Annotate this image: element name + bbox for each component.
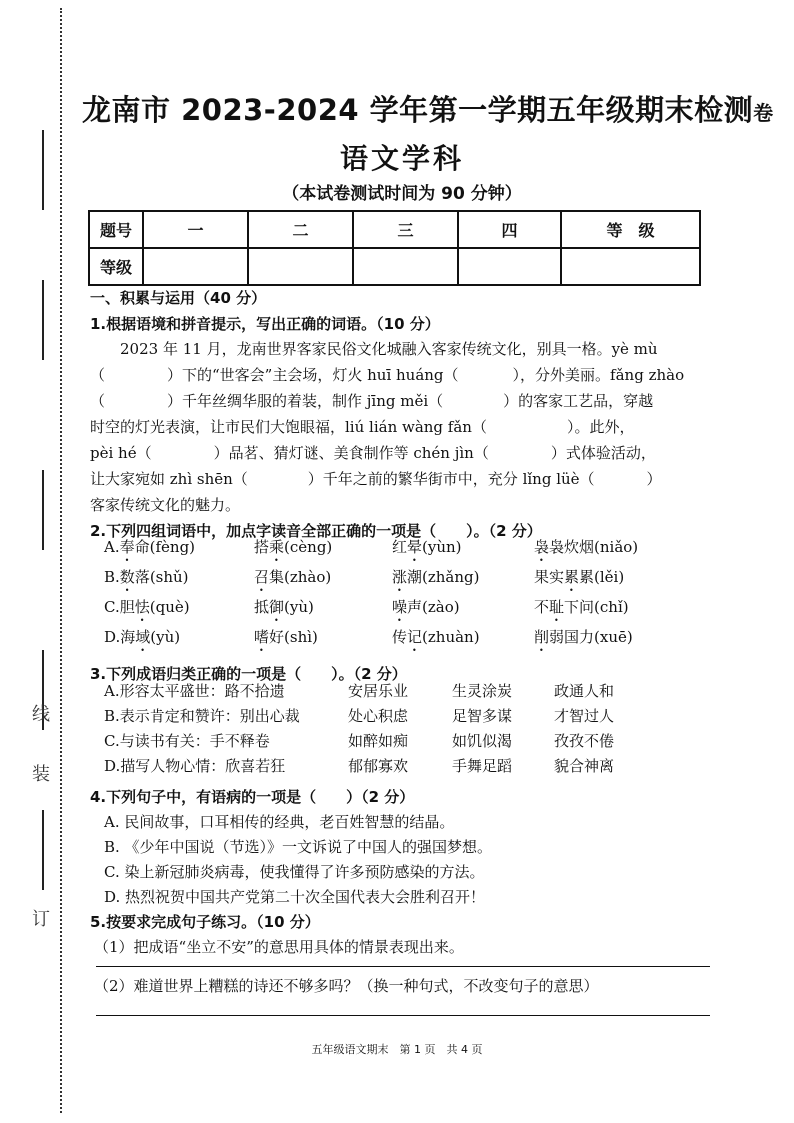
exam-subtitle: 语文学科	[339, 142, 464, 175]
idiom-item: 政通人和	[554, 682, 615, 700]
grade-input-cell[interactable]	[561, 248, 700, 285]
dotted-character: 数	[119, 568, 135, 586]
grade-input-cell[interactable]	[143, 248, 248, 285]
table-cell: 题号	[89, 211, 143, 248]
question-5-part-2: （2）难道世界上糟糕的诗还不够多吗？（换一种句式，不改变句子的意思）	[94, 977, 599, 995]
table-cell: 二	[248, 211, 353, 248]
binding-margin-dotted-line	[60, 8, 62, 1113]
score-table	[88, 210, 701, 286]
idiom-item: 足智多谋	[452, 707, 513, 725]
dotted-character: 削	[534, 628, 550, 646]
idiom-item: 貌合神离	[554, 757, 615, 775]
binding-rule	[42, 280, 44, 360]
word-item: 嗜好(shì)	[254, 628, 318, 646]
word-item: 袅袅炊烟(niǎo)	[534, 538, 639, 556]
idiom-item: 生灵涂炭	[452, 682, 513, 700]
question-4-option: D. 热烈祝贺中国共产党第二十次全国代表大会胜利召开！	[104, 888, 486, 906]
section-heading: 一、积累与运用（40 分）	[90, 289, 267, 307]
idiom-item: 如醉如痴	[348, 732, 409, 750]
word-item: A.奉命(fèng)	[104, 538, 196, 556]
question-2-option-row	[104, 626, 664, 648]
question-3-option-row	[104, 705, 664, 727]
question-1-title: 1.根据语境和拼音提示，写出正确的词语。（10 分）	[90, 315, 440, 333]
idiom-item: 如饥似渴	[452, 732, 513, 750]
grade-input-cell[interactable]	[458, 248, 561, 285]
question-1-line: 2023 年 11 月，龙南世界客家民俗文化城融入客家传统文化，别具一格。yè mù	[120, 340, 658, 358]
idiom-item: B.表示肯定和赞许：别出心裁	[104, 707, 300, 725]
binding-rule	[42, 470, 44, 550]
word-item: 不耻下问(chǐ)	[534, 598, 629, 616]
table-cell: 等级	[89, 248, 143, 285]
table-cell: 三	[353, 211, 458, 248]
answer-line[interactable]	[96, 1015, 710, 1016]
dotted-character: 召	[254, 568, 270, 586]
dotted-character: 乘	[269, 538, 285, 556]
idiom-item: 孜孜不倦	[554, 732, 615, 750]
dotted-character: 噪	[392, 598, 408, 616]
question-1-line: （ ）千年丝绸华服的着装，制作 jīng měi（ ）的客家工艺品，穿越	[90, 392, 654, 410]
question-5-title: 5.按要求完成句子练习。（10 分）	[90, 913, 320, 931]
idiom-item: 才智过人	[554, 707, 615, 725]
question-4-option: C. 染上新冠肺炎病毒，使我懂得了许多预防感染的方法。	[104, 863, 485, 881]
question-3-option-row	[104, 755, 664, 777]
dotted-character: 记	[407, 628, 423, 646]
binding-mark: 线	[32, 704, 50, 725]
word-item: 削弱国力(xuē)	[534, 628, 633, 646]
question-1-line: 让大家宛如 zhì shēn（ ）千年之前的繁华街市中，充分 lǐng lüè（ ）	[90, 470, 662, 488]
idiom-item: A.形容太平盛世：路不拾遗	[104, 682, 285, 700]
question-3-option-row	[104, 730, 664, 752]
dotted-character: 耻	[549, 598, 565, 616]
dotted-character: 涨	[392, 568, 408, 586]
word-item: 抵御(yù)	[254, 598, 314, 616]
question-1-line: 客家传统文化的魅力。	[90, 496, 241, 514]
question-5-part-1: （1）把成语“坐立不安”的意思用具体的情景表现出来。	[94, 938, 464, 956]
word-item: C.胆怯(què)	[104, 598, 190, 616]
binding-rule	[42, 810, 44, 890]
answer-line[interactable]	[96, 966, 710, 967]
dotted-character: 袅	[534, 538, 550, 556]
idiom-item: C.与读书有关：手不释卷	[104, 732, 270, 750]
dotted-character: 晕	[407, 538, 423, 556]
dotted-character: 御	[269, 598, 285, 616]
idiom-item: D.描写人物心情：欣喜若狂	[104, 757, 286, 775]
binding-rule	[42, 130, 44, 210]
table-cell: 四	[458, 211, 561, 248]
word-item: 红晕(yùn)	[392, 538, 462, 556]
dotted-character: 嗜	[254, 628, 270, 646]
word-item: 传记(zhuàn)	[392, 628, 480, 646]
question-4-title: 4.下列句子中，有语病的一项是（ ）（2 分）	[90, 788, 415, 806]
binding-mark: 装	[32, 764, 50, 785]
table-cell: 等 级	[561, 211, 700, 248]
question-4-option: A. 民间故事，口耳相传的经典，老百姓智慧的结晶。	[104, 813, 455, 831]
question-3-title: 3.下列成语归类正确的一项是（ ）。（2 分）	[90, 665, 407, 683]
question-3-option-row	[104, 680, 664, 702]
dotted-character: 域	[135, 628, 151, 646]
table-cell: 一	[143, 211, 248, 248]
idiom-item: 处心积虑	[348, 707, 409, 725]
word-item: B.数落(shǔ)	[104, 568, 189, 586]
dotted-character: 怯	[134, 598, 150, 616]
question-1-line: pèi hé（ ）品茗、猜灯谜、美食制作等 chén jìn（ ）式体验活动，	[90, 444, 656, 462]
question-1-line: （ ）下的“世客会”主会场，灯火 huī huáng（ ），分外美丽。fǎng zhào	[90, 366, 685, 384]
exam-title: 龙南市 2023-2024 学年第一学期五年级期末检测卷	[82, 93, 774, 127]
word-item: D.海域(yù)	[104, 628, 181, 646]
grade-input-cell[interactable]	[248, 248, 353, 285]
word-item: 果实累累(lěi)	[534, 568, 625, 586]
question-2-option-row	[104, 566, 664, 588]
word-item: 搭乘(cèng)	[254, 538, 333, 556]
page-footer: 五年级语文期末 第 1 页 共 4 页	[311, 1043, 483, 1056]
table-row	[89, 211, 700, 248]
exam-time-note: （本试卷测试时间为 90 分钟）	[282, 184, 522, 204]
table-row	[89, 248, 700, 285]
word-item: 召集(zhào)	[254, 568, 332, 586]
question-2-option-row	[104, 596, 664, 618]
question-2-option-row	[104, 536, 664, 558]
idiom-item: 安居乐业	[348, 682, 409, 700]
word-item: 涨潮(zhǎng)	[392, 568, 480, 586]
dotted-character: 奉	[119, 538, 135, 556]
binding-mark: 订	[32, 909, 50, 930]
question-4-option: B. 《少年中国说（节选）》一文诉说了中国人的强国梦想。	[104, 838, 493, 856]
question-2-title: 2.下列四组词语中，加点字读音全部正确的一项是（ ）。（2 分）	[90, 522, 542, 540]
idiom-item: 郁郁寡欢	[348, 757, 409, 775]
dotted-character: 累	[564, 568, 580, 586]
question-1-line: 时空的灯光表演，让市民们大饱眼福，liú lián wàng fǎn（ ）。此外，	[90, 418, 635, 436]
idiom-item: 手舞足蹈	[452, 757, 513, 775]
word-item: 噪声(zào)	[392, 598, 460, 616]
grade-input-cell[interactable]	[353, 248, 458, 285]
